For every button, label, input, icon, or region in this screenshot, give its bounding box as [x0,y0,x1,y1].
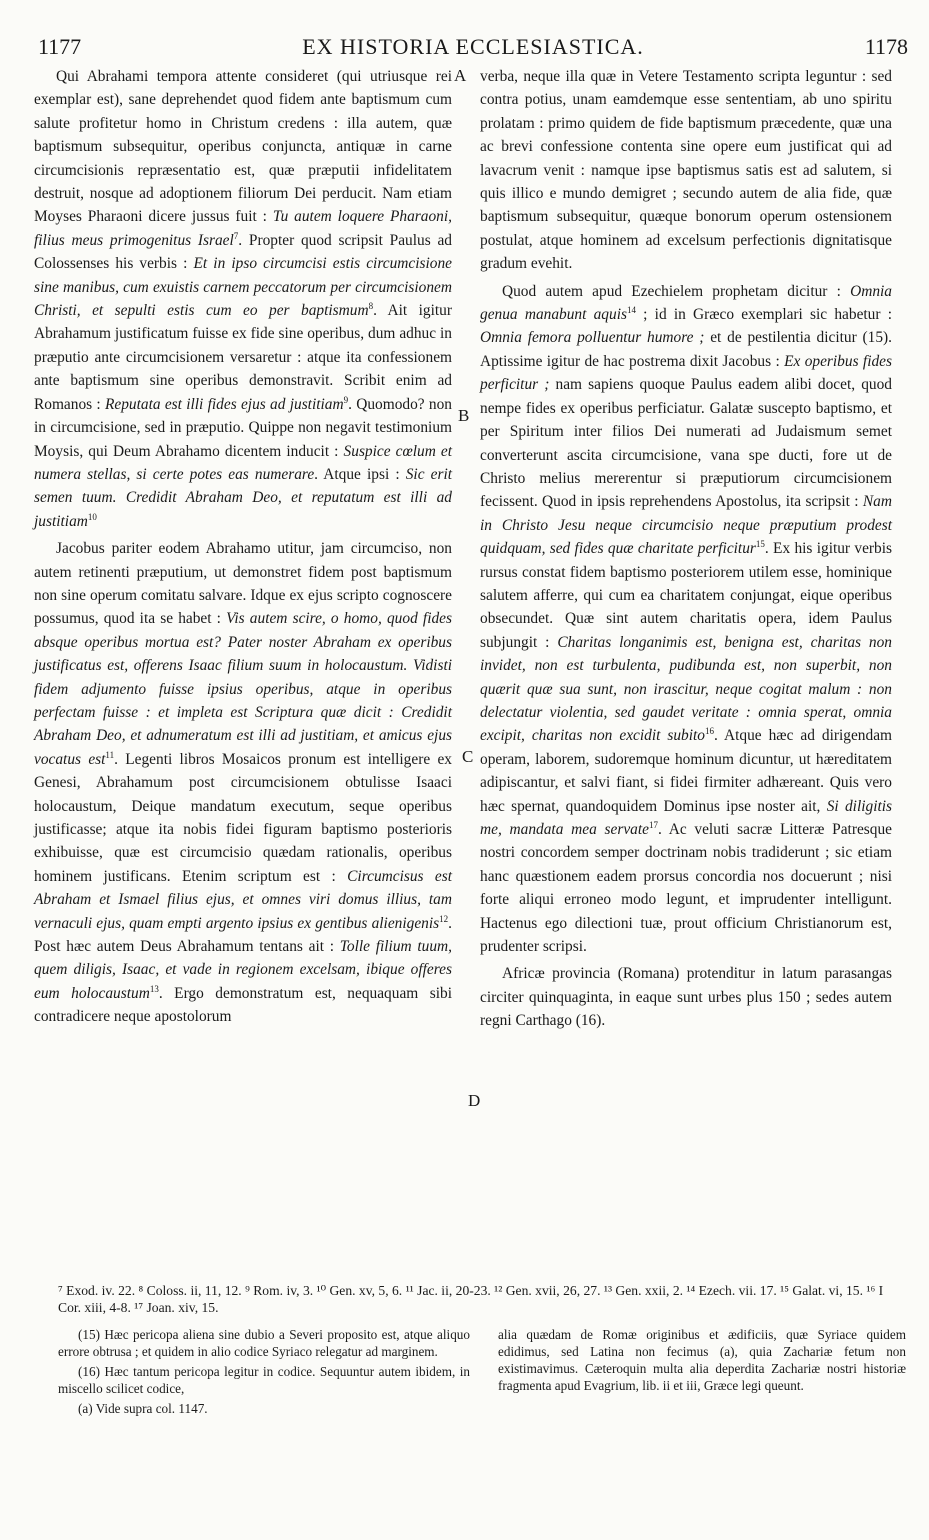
note-16-continued: alia quædam de Romæ originibus et ædificiis, quæ Syriace quidem edidimus, sed Latina non fecimus (a), quia Zachariæ fetum non existimavimus. Cæteroquin multa alia deperdita Zachariæ nostri historiæ fragmenta apud Evagrium, lib. ii et iii, Græce legi queunt. [498,1327,906,1393]
text-run: . Ait igitur Abrahamum justificatum fuisse ex fide sine operibus, dum adhuc in præputio ante circumcisionem versaretur : atque ita confessionem ante baptismum sine operibus demonstravit. Scribit enim ad Romanos : [34,302,452,413]
text-run: Jacobus pariter eodem Abrahamo utitur, jam circumciso, non autem retinenti præputium, ut demonstret fidem post baptismum non sine operum comitatu salvare. Idque ex ejus scripto cognoscere possumus, quod ita se habet : [34,540,452,628]
quote-run: Reputata est illi fides ejus ad justitiam [105,395,344,413]
page-number-right: 1178 [864,34,908,59]
quote-run: Suspice cœlum et numera stellas, si certe potes eas numerare [34,442,453,483]
note-16: (16) Hæc tantum pericopa legitur in codice. Sequuntur autem ibidem, in miscello scilicet codice, [58,1364,470,1396]
footnote-ref: 8 [368,300,374,311]
notes-left [58,1326,470,1420]
text-run: . Ac veluti sacræ Litteræ Patresque nostri concordem semper doctrinam nobis tradiderunt ; sic etiam hanc quæstionem eadem prorsus concordia nos docuerunt ; nisi forte aliqui erroneo modo legunt, et imprudenter intelligunt. Hactenus ego dilectioni tuæ, prout officium Christianorum est, prudenter scripsi. [480,821,892,956]
quote-run: Omnia femora polluentur humore ; [480,329,705,347]
text-run: ; id in Græco exemplari sic habetur : [635,306,892,324]
running-header [38,34,908,62]
footnote-ref: 13 [149,983,159,994]
quote-run: Ex operibus fides perficitur ; [480,352,892,394]
right-paragraph-2 [480,280,892,959]
text-run: . Ergo demonstratum est, nequaquam sibi contradicere neque apostolorum [34,984,452,1026]
footnote-ref: 16 [705,726,715,737]
footnote-ref: 15 [755,539,765,549]
note-15: (15) Hæc pericopa aliena sine dubio a Severi proposito est, atque aliquo errore obtrusa ; et quidem in alio codice Syriaco relegatur ad marginem. [58,1327,470,1359]
footnote-ref: 11 [105,749,115,760]
notes-right [498,1326,906,1397]
margin-marker-d: D [468,1091,481,1110]
text-run: . Atque hæc ad dirigendam operam, laborem, sudoremque hominum dicuntur, ut hæreditatem adipiscantur, et salvi fiant, si fidei firmiter adhæreant. Quis vero hæc spernat, quandoquidem Dominus ipse noster ait, [480,727,892,815]
quote-run: Omnia genua manabunt aquis [480,282,892,324]
footnote-ref: 7 [233,230,239,241]
text-run: nam sapiens quoque Paulus eadem alibi docet, quod nempe fides ex operibus perficiatur. Galatæ suscepto baptismo, et per Spiritum inter filios Dei numerati ad Judaismum semet converterunt ascita circumcisione, vana spe ducti, fore ut de Christo melius mererentur si præputiorum circumcisionem fecissent. Quod in ipsis reprehendens Apostolus, ita scripsit : [480,376,892,511]
right-paragraph-1: verba, neque illa quæ in Vetere Testamento scripta leguntur : sed contra potius, unam eamdemque esse sententiam, ab uno spiritu prolatam : primo quidem de fide baptismum præcedente, quæ una ac brevi confessione contenta sine opere eum justificat qui ad lavacrum venit : namque ipse baptismus satis est ad salutem, si quis illico e mundo demigret ; secundo autem de alia fide, quæ baptismum subsequitur, quæque bonorum operum ostensionem postulat, atque hominem ad excelsum perfectionis dignitatisque gradum evehit. [480,68,892,273]
left-column [34,65,452,1029]
left-paragraph-1 [34,65,452,533]
right-paragraph-3: Africæ provincia (Romana) protenditur in latum parasangas circiter quinquaginta, in eaque sunt urbes plus 150 ; sedes autem regni Carthago (16). [480,965,892,1030]
text-run: Quod autem apud Ezechielem prophetam dicitur : [502,282,851,300]
footnote-ref: 10 [87,511,97,522]
footnote-ref: 14 [626,304,636,315]
quote-run: Si diligitis me, mandata mea servate [480,797,893,838]
quote-run: Tu autem loquere Pharaoni, filius meus primogenitus Israel [34,208,452,249]
text-run: . Ex his igitur verbis rursus constat fidem baptismo posteriorem utilem esse, hominique salutem afferre, qui cum ea charitatem conjungat, eique operibus obsecundet. Quæ sint autem charitatis opera, idem Paulus subjungit : [480,540,892,651]
quote-run: Tolle filium tuum, quem diligis, Isaac, et vade in regionem excelsam, ibique offeres eum holocaustum [34,938,453,1002]
left-paragraph-2 [34,537,452,1029]
footnote-ref: 12 [439,913,449,924]
text-run: . Quomodo? non in circumcisione, sed in præputio. Quippe non negavit testimonium Moysis, qui Deum Abrahamo dicentem inducit : [34,395,452,460]
footnote-ref: 17 [648,819,658,830]
note-a: (a) Vide supra col. 1147. [78,1401,208,1416]
text-run: . Post hæc autem Deus Abrahamum tentans ait : [34,914,452,956]
text-run: Qui Abrahami tempora attente consideret (qui utriusque rei exemplar est), sane deprehendet quod fidem ante baptismum cum salute profitetur homo in Christum credens : illa autem, quæ baptismum subsequitur, operibus conjuncta, antiquæ in carne circumcisionis repræsentatio est, quæ præputii infidelitatem destruit, nosque ad adoptionem filiorum Dei perducit. Nam etiam Moyses Pharaoni dicere jussus fuit : [34,68,452,226]
margin-marker-b: B [458,406,470,425]
quote-run: Charitas longanimis est, benigna est, charitas non invidet, non est turbulenta, pudibunda est, non superbit, non quærit quæ sua sunt, non irascitur, neque cogitat malum : non delectatur violentia, sed gaudet veritate : omnia sperat, omnia excipit, charitas non excidit subito [480,633,892,745]
text-run: et de pestilentia dicitur (15). Aptissime igitur de hac postrema dixit Jacobus : [480,329,892,370]
quote-run: Nam in Christo Jesu neque circumcisio neque præputium prodest quidquam, sed fides quæ charitate perficitur [480,493,892,558]
footnote-ref: 9 [343,394,349,405]
running-title: EX HISTORIA ECCLESIASTICA. [302,34,644,59]
right-column [480,65,892,1033]
page-number-left: 1177 [38,34,82,59]
text-run: . Legenti libros Mosaicos pronum est intelligere ex Genesi, Abrahamum post circumcisionem obtulisse Isaaci holocaustum, Deique mandatum executum, seque operibus justificasse; atque ita nobis fidei figuram baptismo posterioris exhibuisse, quæ est circumcisio quædam rationalis, operibus hominem justificans. Etenim scriptum est : [34,750,452,885]
quote-run: Et in ipso circumcisi estis circumcisione sine manibus, cum exuistis carnem peccatorum per circumcisionem Christi, et sepulti estis cum eo per baptismum [34,255,452,320]
quote-run: Sic erit semen tuum. Credidit Abraham Deo, et reputatum est illi ad justitiam [34,465,453,530]
quote-run: Vis autem scire, o homo, quod fides absque operibus mortua est? Pater noster Abraham ex operibus justificatus est, offerens Isaac filium suum in holocaustum. Vidisti fidem adjumento fuisse ipsius operibus, atque in operibus perfectam fuisse : et impleta est Scriptura quæ dicit : Credidit Abraham Deo, et adnumeratum est illi ad justitiam, et amicus ejus vocatus est [34,610,453,768]
quote-run: Circumcisus est Abraham et Ismael filius ejus, et omnes viri domus illius, tam vernaculi ejus, quam empti argento ipsius ex gentibus alienigenis [34,867,453,932]
text-run: . Propter quod scripsit Paulus ad Colossenses his verbis : [34,231,452,273]
margin-marker-c: C [462,747,474,766]
text-run: . Atque ipsi : [314,465,406,483]
margin-marker-a: A [454,66,467,85]
scripture-references: ⁷ Exod. iv. 22. ⁸ Coloss. ii, 11, 12. ⁹ Rom. iv, 3. ¹⁰ Gen. xv, 5, 6. ¹¹ Jac. ii, 20-23. ¹² Gen. xvii, 26, 27. ¹³ Gen. xxii, 2. ¹⁴ Ezech. vii. 17. ¹⁵ Galat. vi, 15. ¹⁶ I Cor. xiii, 4-8. ¹⁷ Joan. xiv, 15. [58,1283,884,1315]
